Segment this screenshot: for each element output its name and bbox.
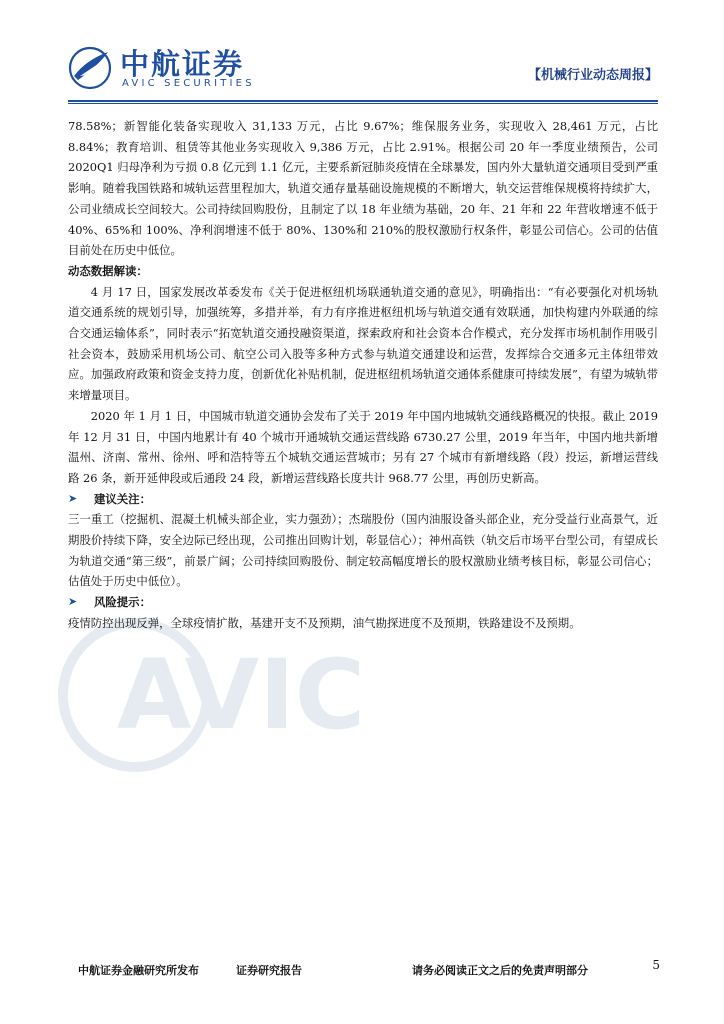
logo-text-en: AVIC SECURITIES (122, 78, 255, 89)
paragraph-airport-rail-policy: 4 月 17 日，国家发展改革委发布《关于促进枢纽机场联通轨道交通的意见》，明确指出：“有必要强化对机场轨道交通系统的规划引导，加强统筹，多措并举，有力有序推进枢纽机场与轨道交通有效联通，加快构建内外联通的综合交通运输体系”，同时表示“拓宽轨道交通投融资渠道，探索政府和社会资本合作模式，充分发挥市场机制作用吸引社会资本，鼓励采用机场公司、航空公司入股等多种方式参与轨道交通建设和运营，发挥综合交通多元主体纽带效应。加强政府政策和资金支持力度，创新优化补贴机制，促进枢纽机场轨道交通体系健康可持续发展”，有望为城轨带来增量项目。 (68, 284, 658, 403)
footer-disclaimer-note: 请务必阅读正文之后的免责声明部分 (412, 964, 588, 977)
section-head-data: 动态数据解读： (68, 263, 148, 278)
risk-head-label: 风险提示： (94, 595, 151, 610)
page-footer (78, 962, 668, 982)
report-body (68, 116, 658, 634)
paragraph-risks: 疫情防控出现反弹，全球疫情扩散，基建开支不及预期，油气勘探进度不及预期，铁路建设不及预期。 (68, 615, 581, 630)
page-number: 5 (652, 958, 660, 972)
paragraph-company-revenue: 78.58%；新智能化装备实现收入 31,133 万元，占比 9.67%；维保服务业务，实现收入 28,461 万元，占比 8.84%；教育培训、租赁等其他业务实现收入 9,386 万元，占比 2.91%。根据公司 20 年一季度业绩预告，公司 2020Q1 归母净利为亏损 0.8 亿元到 1.1 亿元，主要系新冠肺炎疫情在全球暴发，国内外大量轨道交通项目受到严重影响。随着我国铁路和城轨运营里程加大，轨道交通存量基础设施规模的不断增大，轨交运营维保规模将持续扩大，公司业绩成长空间较大。公司持续回购股份，且制定了以 18 年业绩为基础，20 年、21 年和 22 年营收增速不低于 40%、65%和 100%、净利润增速不低于 80%、130%和 210%的股权激励行权条件，彰显公司信心。公司的估值目前处在历史中低位。 (68, 119, 658, 258)
arrow-bullet-icon: ➤ (68, 595, 78, 609)
avic-logo-icon (68, 46, 112, 90)
paragraph-urban-rail-stats: 2020 年 1 月 1 日，中国城市轨道交通协会发布了关于 2019 年中国内地城轨交通线路概况的快报。截止 2019 年 12 月 31 日，中国内地累计有 40 个城市开通城轨交通运营线路 6730.27 公里，2019 年当年，中国内地共新增温州、济南、常州、徐州、呼和浩特等五个城轨交通运营城市；另有 27 个城市有新增线路（段）投运，新增运营线路 26 条，新开延伸段或后通段 24 段，新增运营线路长度共计 968.77 公里，再创历史新高。 (68, 408, 658, 485)
watermark-text: AVIC (117, 639, 366, 751)
header-divider-thin (68, 103, 658, 104)
footer-publisher: 中航证券金融研究所发布 (78, 964, 199, 977)
header-divider (68, 100, 658, 102)
footer-report-kind: 证券研究报告 (236, 964, 302, 977)
logo-text-cn: 中航证券 (120, 47, 245, 81)
arrow-bullet-icon: ➤ (68, 491, 78, 505)
section-head-suggest (68, 489, 658, 510)
section-head-risk (68, 592, 658, 613)
page-header (68, 40, 658, 96)
report-type-label: 【机械行业动态周报】 (527, 68, 658, 83)
paragraph-stock-picks: 三一重工（挖掘机、混凝土机械头部企业，实力强劲）；杰瑞股份（国内油服设备头部企业，充分受益行业高景气，近期股价持续下降，安全边际已经出现，公司推出回购计划，彰显信心）；神州高铁（轨交后市场平台型公司，有望成长为轨道交通“第三级”，前景广阔；公司持续回购股份、制定较高幅度增长的股权激励业绩考核目标，彰显公司信心；估值处于历史中低位）。 (68, 512, 658, 589)
suggest-head-label: 建议关注： (94, 491, 151, 506)
